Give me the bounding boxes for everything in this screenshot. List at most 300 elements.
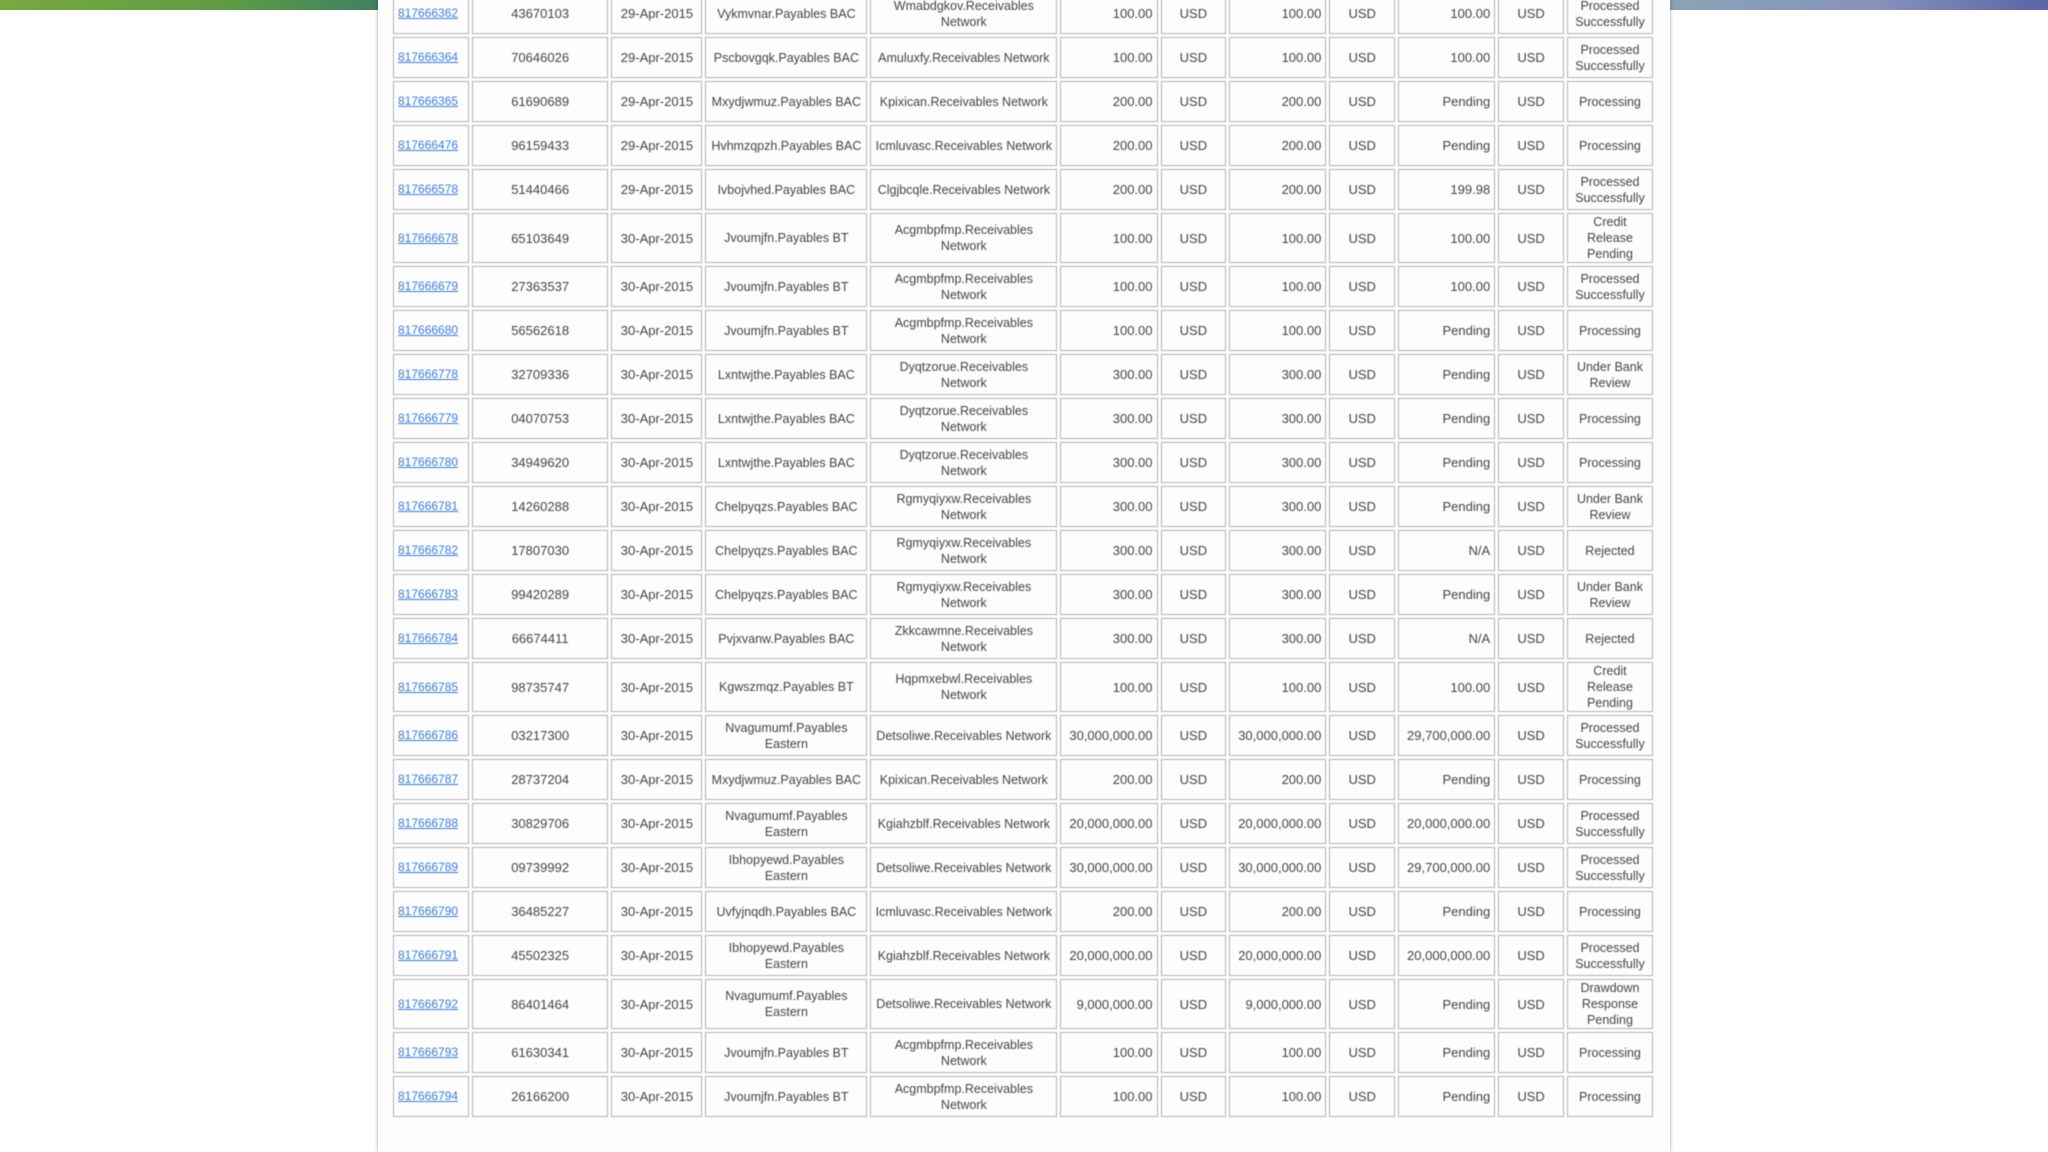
cell-transaction-id: 17807030 bbox=[472, 530, 609, 571]
cell-payee: Rgmyqiyxw.Receivables Network bbox=[870, 574, 1057, 615]
cell-converted-amount: 100.00 bbox=[1229, 0, 1326, 34]
cell-status: Processed Successfully bbox=[1567, 935, 1653, 976]
cell-status: Rejected bbox=[1567, 530, 1653, 571]
cell-date: 30-Apr-2015 bbox=[611, 310, 702, 351]
cell-payer: Chelpyqzs.Payables BAC bbox=[705, 574, 867, 615]
cell-transaction-id: 32709336 bbox=[472, 354, 609, 395]
cell-converted-currency: USD bbox=[1329, 266, 1395, 307]
reference-link[interactable]: 817666778 bbox=[398, 367, 459, 381]
cell-settled-currency: USD bbox=[1498, 486, 1564, 527]
cell-payee: Wmabdgkov.Receivables Network bbox=[870, 0, 1057, 34]
cell-converted-currency: USD bbox=[1329, 213, 1395, 263]
cell-amount: 20,000,000.00 bbox=[1060, 803, 1157, 844]
cell-status: Processed Successfully bbox=[1567, 266, 1653, 307]
cell-amount: 300.00 bbox=[1060, 530, 1157, 571]
cell-transaction-id: 65103649 bbox=[472, 213, 609, 263]
cell-status: Under Bank Review bbox=[1567, 486, 1653, 527]
cell-payer: Jvoumjfn.Payables BT bbox=[705, 1032, 867, 1073]
cell-settled-amount: 100.00 bbox=[1398, 266, 1495, 307]
cell-date: 30-Apr-2015 bbox=[611, 935, 702, 976]
cell-currency: USD bbox=[1161, 618, 1227, 659]
cell-transaction-id: 98735747 bbox=[472, 662, 609, 712]
cell-amount: 300.00 bbox=[1060, 574, 1157, 615]
table-row bbox=[393, 442, 1653, 483]
reference-link[interactable]: 817666794 bbox=[398, 1089, 459, 1103]
cell-converted-amount: 200.00 bbox=[1229, 125, 1326, 166]
table-row bbox=[393, 759, 1653, 800]
cell-payer: Mxydjwmuz.Payables BAC bbox=[705, 81, 867, 122]
cell-converted-amount: 100.00 bbox=[1229, 37, 1326, 78]
cell-payer: Nvagumumf.Payables Eastern bbox=[705, 803, 867, 844]
reference-link[interactable]: 817666781 bbox=[398, 499, 459, 513]
reference-link[interactable]: 817666364 bbox=[398, 50, 459, 64]
cell-status: Processed Successfully bbox=[1567, 0, 1653, 34]
cell-reference-number bbox=[393, 891, 469, 932]
cell-settled-amount: 29,700,000.00 bbox=[1398, 715, 1495, 756]
cell-transaction-id: 61630341 bbox=[472, 1032, 609, 1073]
cell-amount: 300.00 bbox=[1060, 442, 1157, 483]
cell-date: 30-Apr-2015 bbox=[611, 715, 702, 756]
cell-settled-currency: USD bbox=[1498, 266, 1564, 307]
cell-status: Credit Release Pending bbox=[1567, 213, 1653, 263]
cell-date: 29-Apr-2015 bbox=[611, 81, 702, 122]
cell-currency: USD bbox=[1161, 662, 1227, 712]
reference-link[interactable]: 817666792 bbox=[398, 996, 459, 1011]
cell-payee: Clgjbcqle.Receivables Network bbox=[870, 169, 1057, 210]
cell-amount: 100.00 bbox=[1060, 0, 1157, 34]
cell-status: Processing bbox=[1567, 442, 1653, 483]
cell-converted-amount: 200.00 bbox=[1229, 169, 1326, 210]
cell-status: Processing bbox=[1567, 398, 1653, 439]
cell-settled-currency: USD bbox=[1498, 935, 1564, 976]
cell-payee: Dyqtzorue.Receivables Network bbox=[870, 398, 1057, 439]
cell-date: 30-Apr-2015 bbox=[611, 266, 702, 307]
cell-currency: USD bbox=[1161, 81, 1227, 122]
cell-transaction-id: 28737204 bbox=[472, 759, 609, 800]
cell-converted-currency: USD bbox=[1329, 169, 1395, 210]
cell-payer: Pscbovgqk.Payables BAC bbox=[705, 37, 867, 78]
cell-payee: Dyqtzorue.Receivables Network bbox=[870, 354, 1057, 395]
cell-transaction-id: 51440466 bbox=[472, 169, 609, 210]
cell-reference-number bbox=[393, 715, 469, 756]
cell-converted-currency: USD bbox=[1329, 1076, 1395, 1117]
cell-status: Processed Successfully bbox=[1567, 715, 1653, 756]
cell-converted-amount: 9,000,000.00 bbox=[1229, 979, 1326, 1029]
cell-converted-amount: 300.00 bbox=[1229, 354, 1326, 395]
cell-settled-currency: USD bbox=[1498, 979, 1564, 1029]
table-row bbox=[393, 266, 1653, 307]
cell-settled-currency: USD bbox=[1498, 169, 1564, 210]
cell-settled-amount: Pending bbox=[1398, 486, 1495, 527]
cell-transaction-id: 30829706 bbox=[472, 803, 609, 844]
cell-status: Processed Successfully bbox=[1567, 37, 1653, 78]
cell-status: Processing bbox=[1567, 125, 1653, 166]
cell-date: 30-Apr-2015 bbox=[611, 530, 702, 571]
cell-converted-amount: 100.00 bbox=[1229, 266, 1326, 307]
cell-transaction-id: 99420289 bbox=[472, 574, 609, 615]
cell-amount: 30,000,000.00 bbox=[1060, 847, 1157, 888]
cell-payee: Icmluvasc.Receivables Network bbox=[870, 125, 1057, 166]
table-row bbox=[393, 715, 1653, 756]
cell-transaction-id: 56562618 bbox=[472, 310, 609, 351]
cell-reference-number bbox=[393, 442, 469, 483]
cell-reference-number bbox=[393, 81, 469, 122]
cell-settled-amount: 29,700,000.00 bbox=[1398, 847, 1495, 888]
cell-settled-currency: USD bbox=[1498, 1076, 1564, 1117]
cell-amount: 100.00 bbox=[1060, 1076, 1157, 1117]
cell-settled-currency: USD bbox=[1498, 1032, 1564, 1073]
cell-reference-number bbox=[393, 1076, 469, 1117]
cell-settled-currency: USD bbox=[1498, 891, 1564, 932]
cell-converted-currency: USD bbox=[1329, 81, 1395, 122]
cell-settled-currency: USD bbox=[1498, 354, 1564, 395]
cell-currency: USD bbox=[1161, 266, 1227, 307]
cell-reference-number bbox=[393, 1032, 469, 1073]
reference-link[interactable]: 817666476 bbox=[398, 138, 459, 152]
cell-currency: USD bbox=[1161, 574, 1227, 615]
cell-settled-amount: 199.98 bbox=[1398, 169, 1495, 210]
reference-link[interactable]: 817666787 bbox=[398, 772, 459, 786]
cell-settled-currency: USD bbox=[1498, 574, 1564, 615]
cell-converted-currency: USD bbox=[1329, 486, 1395, 527]
cell-converted-amount: 100.00 bbox=[1229, 310, 1326, 351]
cell-transaction-id: 26166200 bbox=[472, 1076, 609, 1117]
cell-payee: Amuluxfy.Receivables Network bbox=[870, 37, 1057, 78]
cell-payer: Kgwszmqz.Payables BT bbox=[705, 662, 867, 712]
cell-converted-amount: 300.00 bbox=[1229, 574, 1326, 615]
cell-converted-amount: 30,000,000.00 bbox=[1229, 847, 1326, 888]
cell-amount: 300.00 bbox=[1060, 398, 1157, 439]
table-row bbox=[393, 803, 1653, 844]
cell-currency: USD bbox=[1161, 213, 1227, 263]
table-row bbox=[393, 618, 1653, 659]
table-row bbox=[393, 125, 1653, 166]
cell-converted-amount: 20,000,000.00 bbox=[1229, 935, 1326, 976]
reference-link[interactable]: 817666786 bbox=[398, 728, 459, 742]
cell-status: Processed Successfully bbox=[1567, 169, 1653, 210]
cell-converted-currency: USD bbox=[1329, 442, 1395, 483]
cell-amount: 200.00 bbox=[1060, 759, 1157, 800]
cell-converted-currency: USD bbox=[1329, 574, 1395, 615]
cell-settled-currency: USD bbox=[1498, 0, 1564, 34]
cell-amount: 30,000,000.00 bbox=[1060, 715, 1157, 756]
cell-settled-currency: USD bbox=[1498, 759, 1564, 800]
cell-transaction-id: 66674411 bbox=[472, 618, 609, 659]
cell-settled-amount: Pending bbox=[1398, 574, 1495, 615]
cell-currency: USD bbox=[1161, 530, 1227, 571]
cell-date: 30-Apr-2015 bbox=[611, 759, 702, 800]
cell-payee: Dyqtzorue.Receivables Network bbox=[870, 442, 1057, 483]
cell-currency: USD bbox=[1161, 1076, 1227, 1117]
cell-settled-currency: USD bbox=[1498, 442, 1564, 483]
cell-date: 30-Apr-2015 bbox=[611, 1032, 702, 1073]
cell-payee: Icmluvasc.Receivables Network bbox=[870, 891, 1057, 932]
cell-payee: Kgiahzblf.Receivables Network bbox=[870, 935, 1057, 976]
cell-payer: Jvoumjfn.Payables BT bbox=[705, 310, 867, 351]
cell-settled-amount: 20,000,000.00 bbox=[1398, 803, 1495, 844]
cell-amount: 100.00 bbox=[1060, 310, 1157, 351]
cell-currency: USD bbox=[1161, 486, 1227, 527]
cell-payer: Hvhmzqpzh.Payables BAC bbox=[705, 125, 867, 166]
cell-payee: Acgmbpfmp.Receivables Network bbox=[870, 310, 1057, 351]
cell-status: Processing bbox=[1567, 81, 1653, 122]
header-accent-bar-left bbox=[0, 0, 380, 10]
cell-reference-number bbox=[393, 310, 469, 351]
cell-date: 30-Apr-2015 bbox=[611, 847, 702, 888]
cell-currency: USD bbox=[1161, 935, 1227, 976]
cell-amount: 100.00 bbox=[1060, 662, 1157, 712]
cell-reference-number bbox=[393, 530, 469, 571]
cell-converted-amount: 300.00 bbox=[1229, 398, 1326, 439]
table-row bbox=[393, 0, 1653, 34]
cell-amount: 300.00 bbox=[1060, 618, 1157, 659]
cell-settled-currency: USD bbox=[1498, 310, 1564, 351]
cell-converted-amount: 200.00 bbox=[1229, 81, 1326, 122]
cell-converted-currency: USD bbox=[1329, 662, 1395, 712]
cell-amount: 9,000,000.00 bbox=[1060, 979, 1157, 1029]
cell-date: 30-Apr-2015 bbox=[611, 574, 702, 615]
cell-reference-number bbox=[393, 979, 469, 1029]
table-row bbox=[393, 169, 1653, 210]
cell-converted-currency: USD bbox=[1329, 979, 1395, 1029]
cell-payee: Detsoliwe.Receivables Network bbox=[870, 979, 1057, 1029]
cell-converted-amount: 100.00 bbox=[1229, 1032, 1326, 1073]
reference-link[interactable]: 817666365 bbox=[398, 94, 459, 108]
cell-date: 30-Apr-2015 bbox=[611, 354, 702, 395]
reference-link[interactable]: 817666679 bbox=[398, 279, 459, 293]
cell-date: 29-Apr-2015 bbox=[611, 169, 702, 210]
reference-link[interactable]: 817666784 bbox=[398, 631, 459, 645]
cell-settled-currency: USD bbox=[1498, 715, 1564, 756]
cell-reference-number bbox=[393, 354, 469, 395]
cell-converted-currency: USD bbox=[1329, 618, 1395, 659]
reference-link[interactable]: 817666793 bbox=[398, 1045, 459, 1059]
cell-payer: Lxntwjthe.Payables BAC bbox=[705, 354, 867, 395]
cell-date: 30-Apr-2015 bbox=[611, 398, 702, 439]
cell-date: 29-Apr-2015 bbox=[611, 125, 702, 166]
table-row bbox=[393, 1076, 1653, 1117]
cell-amount: 300.00 bbox=[1060, 486, 1157, 527]
table-row bbox=[393, 935, 1653, 976]
cell-payer: Chelpyqzs.Payables BAC bbox=[705, 530, 867, 571]
cell-converted-currency: USD bbox=[1329, 891, 1395, 932]
cell-converted-currency: USD bbox=[1329, 1032, 1395, 1073]
cell-transaction-id: 09739992 bbox=[472, 847, 609, 888]
cell-currency: USD bbox=[1161, 759, 1227, 800]
cell-date: 30-Apr-2015 bbox=[611, 979, 702, 1029]
cell-settled-amount: N/A bbox=[1398, 530, 1495, 571]
cell-transaction-id: 96159433 bbox=[472, 125, 609, 166]
cell-payee: Kpixican.Receivables Network bbox=[870, 759, 1057, 800]
cell-payer: Ibhopyewd.Payables Eastern bbox=[705, 935, 867, 976]
reference-link[interactable]: 817666362 bbox=[398, 6, 459, 20]
reference-link[interactable]: 817666783 bbox=[398, 587, 459, 601]
cell-status: Rejected bbox=[1567, 618, 1653, 659]
cell-status: Processing bbox=[1567, 1032, 1653, 1073]
cell-amount: 200.00 bbox=[1060, 891, 1157, 932]
cell-reference-number bbox=[393, 574, 469, 615]
cell-payer: Jvoumjfn.Payables BT bbox=[705, 213, 867, 263]
cell-transaction-id: 43670103 bbox=[472, 0, 609, 34]
cell-settled-currency: USD bbox=[1498, 81, 1564, 122]
cell-date: 30-Apr-2015 bbox=[611, 618, 702, 659]
reference-link[interactable]: 817666578 bbox=[398, 182, 459, 196]
cell-reference-number bbox=[393, 759, 469, 800]
cell-transaction-id: 03217300 bbox=[472, 715, 609, 756]
cell-reference-number bbox=[393, 0, 469, 34]
cell-payee: Rgmyqiyxw.Receivables Network bbox=[870, 530, 1057, 571]
cell-payer: Ivbojvhed.Payables BAC bbox=[705, 169, 867, 210]
cell-status: Credit Release Pending bbox=[1567, 662, 1653, 712]
cell-converted-currency: USD bbox=[1329, 37, 1395, 78]
cell-date: 30-Apr-2015 bbox=[611, 1076, 702, 1117]
cell-currency: USD bbox=[1161, 979, 1227, 1029]
cell-converted-currency: USD bbox=[1329, 0, 1395, 34]
cell-payer: Jvoumjfn.Payables BT bbox=[705, 1076, 867, 1117]
cell-converted-amount: 100.00 bbox=[1229, 213, 1326, 263]
cell-currency: USD bbox=[1161, 891, 1227, 932]
reference-link[interactable]: 817666779 bbox=[398, 411, 459, 425]
cell-payee: Acgmbpfmp.Receivables Network bbox=[870, 213, 1057, 263]
cell-converted-amount: 300.00 bbox=[1229, 530, 1326, 571]
cell-converted-amount: 100.00 bbox=[1229, 1076, 1326, 1117]
report-page bbox=[378, 0, 1670, 1152]
cell-payer: Lxntwjthe.Payables BAC bbox=[705, 398, 867, 439]
cell-amount: 100.00 bbox=[1060, 37, 1157, 78]
cell-converted-currency: USD bbox=[1329, 354, 1395, 395]
cell-reference-number bbox=[393, 213, 469, 263]
cell-payee: Acgmbpfmp.Receivables Network bbox=[870, 1032, 1057, 1073]
cell-currency: USD bbox=[1161, 803, 1227, 844]
cell-converted-currency: USD bbox=[1329, 847, 1395, 888]
table-row bbox=[393, 979, 1653, 1029]
reference-link[interactable]: 817666788 bbox=[398, 816, 459, 830]
cell-payee: Rgmyqiyxw.Receivables Network bbox=[870, 486, 1057, 527]
reference-link[interactable]: 817666780 bbox=[398, 455, 459, 469]
cell-currency: USD bbox=[1161, 847, 1227, 888]
cell-status: Under Bank Review bbox=[1567, 354, 1653, 395]
cell-converted-amount: 30,000,000.00 bbox=[1229, 715, 1326, 756]
cell-currency: USD bbox=[1161, 37, 1227, 78]
cell-reference-number bbox=[393, 662, 469, 712]
cell-transaction-id: 27363537 bbox=[472, 266, 609, 307]
cell-status: Drawdown Response Pending bbox=[1567, 979, 1653, 1029]
cell-converted-amount: 300.00 bbox=[1229, 486, 1326, 527]
cell-payee: Detsoliwe.Receivables Network bbox=[870, 715, 1057, 756]
reference-link[interactable]: 817666785 bbox=[398, 679, 459, 694]
reference-link[interactable]: 817666791 bbox=[398, 948, 459, 962]
cell-settled-currency: USD bbox=[1498, 213, 1564, 263]
cell-settled-amount: Pending bbox=[1398, 125, 1495, 166]
transactions-table-body bbox=[393, 0, 1653, 1117]
cell-reference-number bbox=[393, 169, 469, 210]
cell-payer: Lxntwjthe.Payables BAC bbox=[705, 442, 867, 483]
cell-settled-currency: USD bbox=[1498, 662, 1564, 712]
cell-status: Processing bbox=[1567, 1076, 1653, 1117]
cell-converted-amount: 100.00 bbox=[1229, 662, 1326, 712]
cell-settled-amount: Pending bbox=[1398, 442, 1495, 483]
cell-settled-amount: Pending bbox=[1398, 354, 1495, 395]
cell-transaction-id: 86401464 bbox=[472, 979, 609, 1029]
cell-settled-currency: USD bbox=[1498, 803, 1564, 844]
cell-currency: USD bbox=[1161, 125, 1227, 166]
cell-transaction-id: 45502325 bbox=[472, 935, 609, 976]
table-row bbox=[393, 1032, 1653, 1073]
table-row bbox=[393, 398, 1653, 439]
cell-payee: Kpixican.Receivables Network bbox=[870, 81, 1057, 122]
cell-transaction-id: 04070753 bbox=[472, 398, 609, 439]
cell-reference-number bbox=[393, 935, 469, 976]
cell-currency: USD bbox=[1161, 310, 1227, 351]
cell-converted-currency: USD bbox=[1329, 398, 1395, 439]
cell-status: Processed Successfully bbox=[1567, 847, 1653, 888]
reference-link[interactable]: 817666680 bbox=[398, 323, 459, 337]
cell-settled-amount: 100.00 bbox=[1398, 662, 1495, 712]
header-accent-bar-right bbox=[1670, 0, 2048, 10]
cell-reference-number bbox=[393, 266, 469, 307]
cell-currency: USD bbox=[1161, 398, 1227, 439]
cell-currency: USD bbox=[1161, 169, 1227, 210]
cell-reference-number bbox=[393, 618, 469, 659]
cell-settled-amount: Pending bbox=[1398, 891, 1495, 932]
cell-currency: USD bbox=[1161, 354, 1227, 395]
cell-date: 30-Apr-2015 bbox=[611, 213, 702, 263]
reference-link[interactable]: 817666790 bbox=[398, 904, 459, 918]
cell-settled-currency: USD bbox=[1498, 125, 1564, 166]
cell-amount: 300.00 bbox=[1060, 354, 1157, 395]
cell-reference-number bbox=[393, 803, 469, 844]
cell-settled-currency: USD bbox=[1498, 398, 1564, 439]
cell-currency: USD bbox=[1161, 1032, 1227, 1073]
reference-link[interactable]: 817666789 bbox=[398, 860, 459, 874]
cell-converted-amount: 300.00 bbox=[1229, 442, 1326, 483]
cell-currency: USD bbox=[1161, 0, 1227, 34]
cell-settled-amount: 100.00 bbox=[1398, 0, 1495, 34]
cell-amount: 200.00 bbox=[1060, 169, 1157, 210]
cell-reference-number bbox=[393, 398, 469, 439]
cell-transaction-id: 14260288 bbox=[472, 486, 609, 527]
cell-converted-currency: USD bbox=[1329, 530, 1395, 571]
cell-payee: Zkkcawmne.Receivables Network bbox=[870, 618, 1057, 659]
table-row bbox=[393, 847, 1653, 888]
table-row bbox=[393, 891, 1653, 932]
cell-settled-amount: Pending bbox=[1398, 310, 1495, 351]
cell-date: 29-Apr-2015 bbox=[611, 37, 702, 78]
cell-status: Processed Successfully bbox=[1567, 803, 1653, 844]
cell-payer: Nvagumumf.Payables Eastern bbox=[705, 979, 867, 1029]
cell-payer: Nvagumumf.Payables Eastern bbox=[705, 715, 867, 756]
cell-reference-number bbox=[393, 486, 469, 527]
reference-link[interactable]: 817666782 bbox=[398, 543, 459, 557]
cell-payee: Kgiahzblf.Receivables Network bbox=[870, 803, 1057, 844]
cell-settled-amount: 100.00 bbox=[1398, 213, 1495, 263]
cell-reference-number bbox=[393, 847, 469, 888]
cell-converted-currency: USD bbox=[1329, 715, 1395, 756]
cell-payer: Mxydjwmuz.Payables BAC bbox=[705, 759, 867, 800]
cell-converted-amount: 300.00 bbox=[1229, 618, 1326, 659]
cell-settled-amount: Pending bbox=[1398, 759, 1495, 800]
cell-settled-amount: Pending bbox=[1398, 979, 1495, 1029]
cell-date: 30-Apr-2015 bbox=[611, 891, 702, 932]
table-row bbox=[393, 486, 1653, 527]
reference-link[interactable]: 817666678 bbox=[398, 230, 459, 245]
transactions-table bbox=[390, 0, 1656, 1120]
cell-converted-currency: USD bbox=[1329, 935, 1395, 976]
cell-transaction-id: 34949620 bbox=[472, 442, 609, 483]
cell-status: Under Bank Review bbox=[1567, 574, 1653, 615]
cell-amount: 200.00 bbox=[1060, 81, 1157, 122]
cell-reference-number bbox=[393, 37, 469, 78]
